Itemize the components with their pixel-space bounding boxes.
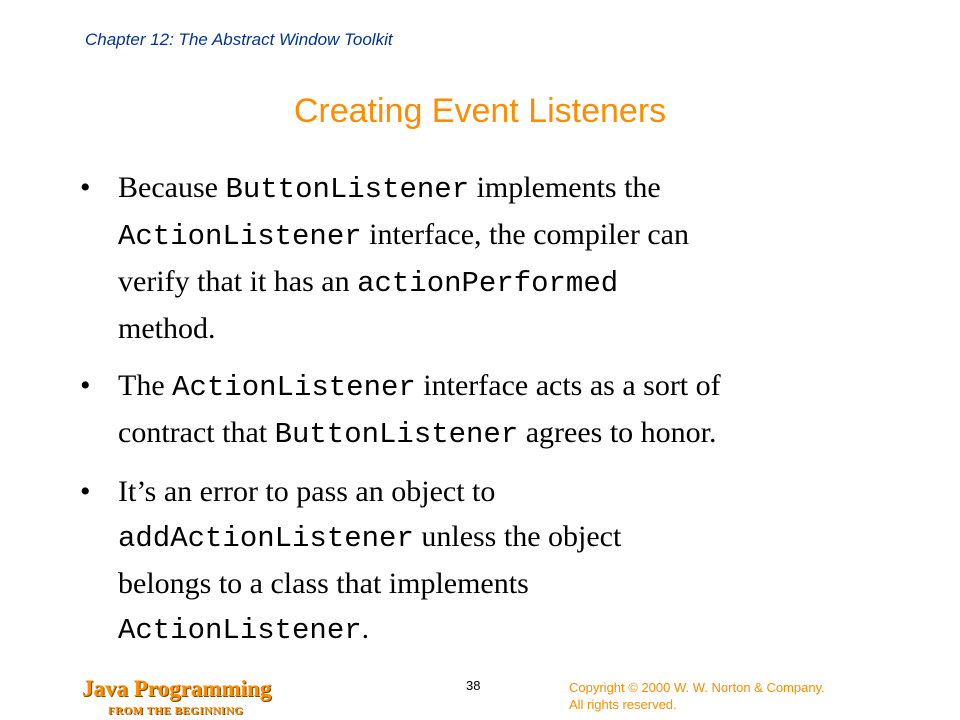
copyright-line-1: Copyright © 2000 W. W. Norton & Company. [569, 680, 825, 695]
bullet-dot: • [80, 171, 91, 204]
code-text: addActionListener [118, 522, 414, 555]
bullet-line [118, 514, 910, 561]
bullet-item-2 [80, 363, 910, 457]
bullet-text: belongs to a class that implements [118, 567, 529, 600]
bullet-line [118, 469, 910, 514]
bullet-text: interface, the compiler can [361, 218, 689, 251]
copyright-line-2: All rights reserved. [569, 697, 677, 712]
bullet-line [118, 606, 910, 653]
bullet-line [118, 165, 910, 212]
page-number: 38 [466, 678, 481, 693]
chapter-header: Chapter 12: The Abstract Window Toolkit [85, 30, 393, 49]
bullet-line [118, 306, 910, 351]
bullet-text: agrees to honor. [518, 416, 717, 449]
bullet-line [118, 259, 910, 306]
bullet-text: contract that [118, 416, 275, 449]
bullet-line [118, 363, 910, 410]
bullet-line [118, 410, 910, 457]
bullet-text: The [118, 369, 173, 402]
bullet-dot: • [80, 475, 91, 508]
code-text: ButtonListener [274, 418, 519, 451]
code-text: actionPerformed [357, 267, 619, 300]
bullet-text: verify that it has an [118, 265, 358, 298]
bullet-item-1 [80, 165, 910, 351]
code-text: ActionListener [172, 371, 416, 404]
bullet-text: Because [118, 171, 226, 204]
book-logo-subtitle: FROM THE BEGINNING [108, 705, 244, 717]
bullet-text: interface acts as a sort of [415, 369, 721, 402]
bullet-line [118, 212, 910, 259]
bullet-text: method. [118, 312, 216, 345]
code-text: ActionListener [118, 614, 362, 647]
code-text: ActionListener [118, 220, 362, 253]
bullet-dot: • [80, 369, 91, 402]
slide-title: Creating Event Listeners [293, 92, 667, 130]
bullet-text: . [361, 612, 370, 645]
bullet-text: unless the object [413, 520, 622, 553]
bullet-text: It’s an error to pass an object to [118, 475, 496, 508]
code-text: ButtonListener [225, 173, 470, 206]
book-logo: Java Programming [82, 676, 272, 701]
bullet-list [80, 165, 910, 665]
copyright-notice [569, 679, 909, 713]
bullet-text: implements the [469, 171, 661, 204]
bullet-line [118, 561, 910, 606]
bullet-item-3 [80, 469, 910, 653]
